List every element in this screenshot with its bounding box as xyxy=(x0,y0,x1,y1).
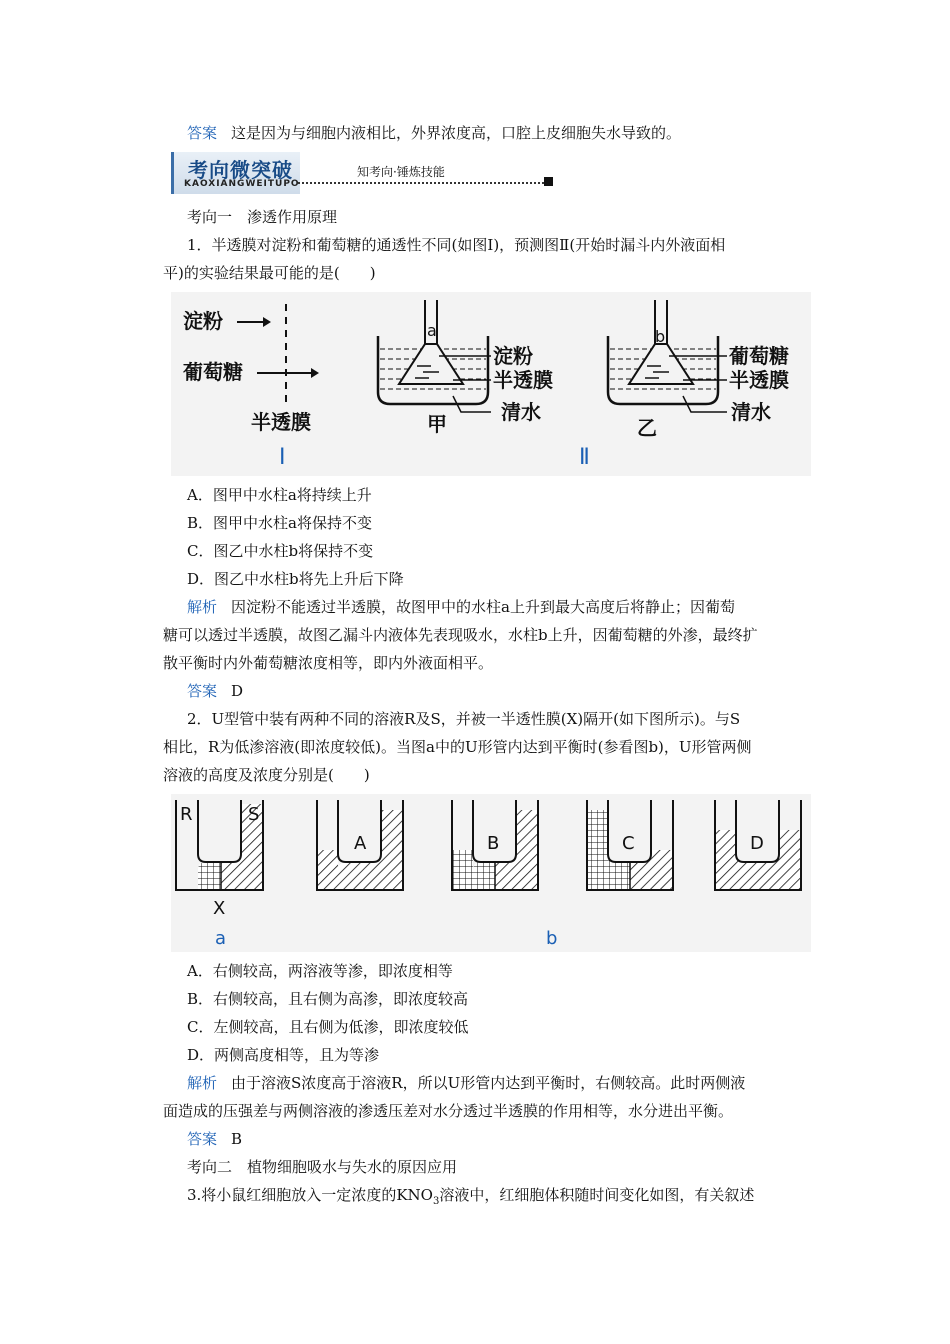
answer-label: 答案 xyxy=(187,1130,218,1148)
q2-stem-line2: 相比，R为低渗溶液(即浓度较低)。当图a中的U形管内达到平衡时(参看图b)，U形管两侧 xyxy=(163,738,752,756)
q1-option-c: C．图乙中水柱b将保持不变 xyxy=(187,542,374,560)
yi-water-label: 清水 xyxy=(731,400,771,424)
answer-value: D xyxy=(231,682,244,700)
label-A: A xyxy=(354,833,367,854)
yi-label: 乙 xyxy=(637,416,657,440)
topic-heading-1: 考向一 渗透作用原理 xyxy=(187,208,338,226)
q2-analysis-line2: 面造成的压强差与两侧溶液的渗透压差对水分透过半透膜的作用相等，水分进出平衡。 xyxy=(163,1102,734,1120)
jia-starch-label: 淀粉 xyxy=(493,344,533,368)
banner-end-square xyxy=(544,177,553,186)
fig1-starch-label: 淀粉 xyxy=(183,309,223,333)
yi-glucose-label: 葡萄糖 xyxy=(729,344,789,368)
label-B: B xyxy=(487,833,500,854)
label-D: D xyxy=(750,833,764,854)
q2-option-c: C．左侧较高，且右侧为低渗，即浓度较低 xyxy=(187,1018,469,1036)
answer-text: 这是因为与细胞内液相比，外界浓度高，口腔上皮细胞失水导致的。 xyxy=(231,124,682,142)
q1-stem-line1: 1．半透膜对淀粉和葡萄糖的通透性不同(如图Ⅰ)，预测图Ⅱ(开始时漏斗内外液面相 xyxy=(187,236,726,254)
tube-label-b: b xyxy=(655,327,666,346)
jia-membrane-label: 半透膜 xyxy=(493,368,553,392)
topic-heading-2: 考向二 植物细胞吸水与失水的原因应用 xyxy=(187,1158,458,1176)
q3-stem-start: 3.将小鼠红细胞放入一定浓度的KNO xyxy=(187,1186,433,1204)
label-R: R xyxy=(180,804,193,825)
q2-answer xyxy=(187,1128,242,1149)
analysis-label: 解析 xyxy=(187,1074,218,1092)
q2-option-d: D．两侧高度相等，且为等渗 xyxy=(187,1046,380,1064)
fig1-membrane-label: 半透膜 xyxy=(251,410,311,434)
q2-stem-line3: 溶液的高度及浓度分别是( ) xyxy=(163,766,370,784)
analysis-text: 由于溶液S浓度高于溶液R，所以U形管内达到平衡时，右侧较高。此时两侧液 xyxy=(231,1074,746,1092)
banner-subtitle: KAOXIANGWEITUPO xyxy=(184,179,300,189)
q3-stem-end: 溶液中，红细胞体积随时间变化如图，有关叙述 xyxy=(439,1186,755,1204)
yi-membrane-label: 半透膜 xyxy=(729,368,789,392)
q1-answer xyxy=(187,680,243,701)
banner-divider xyxy=(298,182,544,184)
q2-option-b: B．右侧较高，且右侧为高渗，即浓度较高 xyxy=(187,990,469,1008)
fig1-glucose-label: 葡萄糖 xyxy=(183,360,243,384)
q3-stem xyxy=(187,1184,754,1207)
banner-tag: 知考向·锤炼技能 xyxy=(357,165,445,179)
section-banner xyxy=(171,152,300,194)
q1-analysis-line3: 散平衡时内外葡萄糖浓度相等，即内外液面相平。 xyxy=(163,654,494,672)
answer-value: B xyxy=(231,1130,243,1148)
banner-title: 考向微突破 xyxy=(188,158,293,182)
q3-subscript: 3 xyxy=(432,1196,440,1207)
intro-answer xyxy=(187,122,681,143)
q1-analysis-line2: 糖可以透过半透膜，故图乙漏斗内液体先表现吸水，水柱b上升，因葡萄糖的外渗，最终扩 xyxy=(163,626,758,644)
q1-stem-line2: 平)的实验结果最可能的是( ) xyxy=(163,264,376,282)
jia-label: 甲 xyxy=(427,412,447,436)
caption-b: b xyxy=(546,928,558,949)
caption-a: a xyxy=(215,928,227,949)
q1-option-b: B．图甲中水柱a将保持不变 xyxy=(187,514,372,532)
label-C: C xyxy=(622,833,635,854)
q2-figure xyxy=(171,794,811,952)
q2-analysis-line1 xyxy=(187,1072,745,1093)
jia-water-label: 清水 xyxy=(501,400,541,424)
q2-stem-line1: 2．U型管中装有两种不同的溶液R及S，并被一半透性膜(X)隔开(如下图所示)。与S xyxy=(187,710,741,728)
q1-figure xyxy=(171,292,811,476)
label-S: S xyxy=(248,804,260,825)
answer-label: 答案 xyxy=(187,124,218,142)
fig2-caption: Ⅱ xyxy=(579,445,590,470)
analysis-label: 解析 xyxy=(187,598,218,616)
q1-analysis-line1 xyxy=(187,596,735,617)
q1-option-d: D．图乙中水柱b将先上升后下降 xyxy=(187,570,404,588)
label-X: X xyxy=(213,898,226,919)
tube-label-a: a xyxy=(427,321,437,340)
answer-label: 答案 xyxy=(187,682,218,700)
analysis-text: 因淀粉不能透过半透膜，故图甲中的水柱a上升到最大高度后将静止；因葡萄 xyxy=(231,598,735,616)
q1-option-a: A．图甲中水柱a将持续上升 xyxy=(187,486,372,504)
q2-option-a: A．右侧较高，两溶液等渗，即浓度相等 xyxy=(187,962,453,980)
fig1-caption: Ⅰ xyxy=(279,445,286,470)
